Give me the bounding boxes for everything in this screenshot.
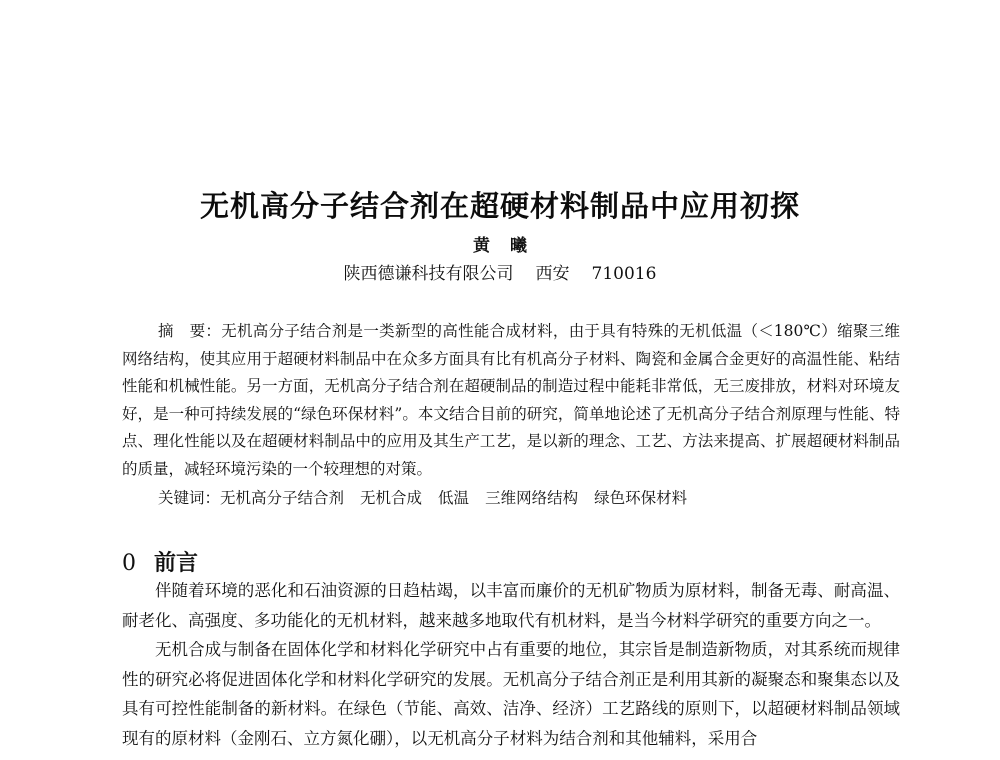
affiliation-org: 陕西德谦科技有限公司	[343, 264, 514, 284]
abstract-label: 摘 要：	[158, 322, 222, 340]
keyword: 低温	[438, 489, 470, 507]
body-paragraph: 无机合成与制备在固体化学和材料化学研究中占有重要的地位，其宗旨是制造新物质，对其系统而规律性的研究必将促进固体化学和材料化学研究的发展。无机高分子结合剂正是利用其新的凝聚态和聚集态以及具有可控性能制备的新材料。在绿色（节能、高效、洁净、经济）工艺路线的原则下，以超硬材料制品领域现有的原材料（金刚石、立方氮化硼），以无机高分子材料为结合剂和其他辅料，采用合	[122, 640, 900, 748]
abstract	[122, 318, 900, 484]
body-paragraph: 伴随着环境的恶化和石油资源的日趋枯竭，以丰富而廉价的无机矿物质为原材料，制备无毒、耐高温、耐老化、高强度、多功能化的无机材料，越来越多地取代有机材料，是当今材料学研究的重要方向之一。	[122, 581, 900, 630]
keywords-label: 关键词：	[158, 489, 221, 507]
affiliation-postcode: 710016	[591, 264, 657, 284]
body-text	[122, 576, 900, 753]
section-number: 0	[122, 551, 136, 576]
affiliation-city: 西安	[535, 264, 570, 284]
section-title: 前言	[154, 551, 199, 576]
keyword: 绿色环保材料	[594, 489, 688, 507]
abstract-text: 无机高分子结合剂是一类新型的高性能合成材料，由于具有特殊的无机低温（＜180℃）缩聚三维网络结构，使其应用于超硬材料制品中在众多方面具有比有机高分子材料、陶瓷和金属合金更好的高温性能、粘结性能和机械性能。另一方面，无机高分子结合剂在超硬制品的制造过程中能耗非常低，无三废排放，材料对环境友好，是一种可持续发展的“绿色环保材料”。本文结合目前的研究，简单地论述了无机高分子结合剂原理与性能、特点、理化性能以及在超硬材料制品中的应用及其生产工艺，是以新的理念、工艺、方法来提高、扩展超硬材料制品的质量，减轻环境污染的一个较理想的对策。	[122, 322, 900, 478]
keywords	[158, 486, 703, 508]
paper-title: 无机高分子结合剂在超硬材料制品中应用初探	[199, 189, 800, 223]
keyword: 无机高分子结合剂	[220, 489, 345, 507]
section-heading	[122, 546, 198, 577]
author-name: 黄 曦	[473, 236, 527, 256]
keyword: 无机合成	[360, 489, 423, 507]
keyword: 三维网络结构	[485, 489, 579, 507]
affiliation	[0, 259, 1000, 284]
